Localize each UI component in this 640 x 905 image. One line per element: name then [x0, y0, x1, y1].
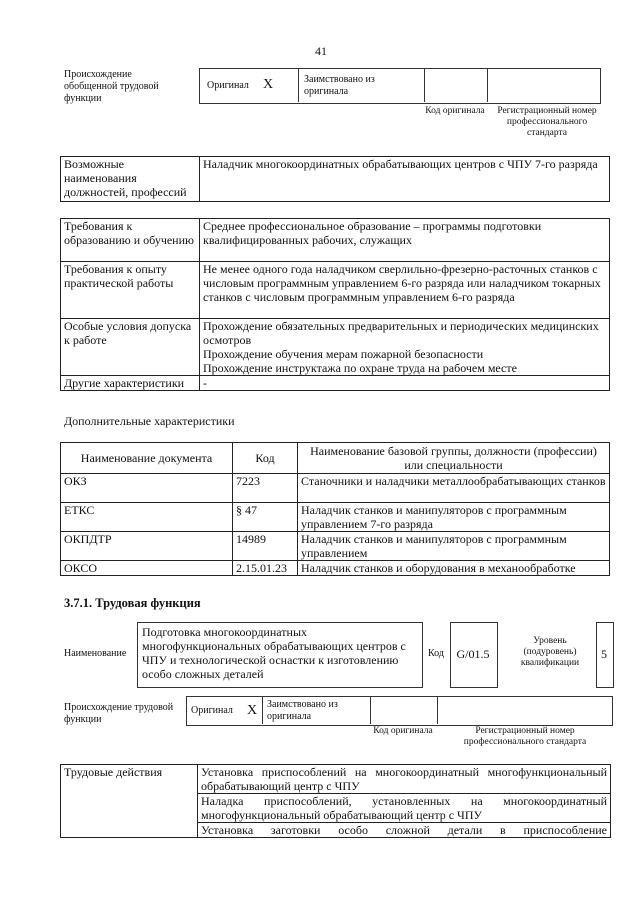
- cell-code: 14989: [233, 532, 298, 561]
- action-item: [198, 794, 611, 823]
- req-value: Не менее одного года наладчиком сверлильно-фрезерно-расточных станков с числовым программным управлением 6-го разряда или наладчиком токарных станков с числовым программным управлением 6-го разряда: [200, 262, 610, 319]
- req-line: Прохождение обучения мерам пожарной безопасности: [203, 347, 484, 361]
- table-row: [61, 532, 610, 561]
- table-row: [61, 474, 610, 503]
- original-label: Оригинал: [207, 80, 249, 91]
- table-row: [61, 503, 610, 532]
- action-text: Установка приспособлений на многокоординатный многофункциональный обрабатывающий центр с ЧПУ: [201, 765, 607, 793]
- req-value: Среднее профессиональное образование – программы подготовки квалифицированных рабочих, служащих: [200, 219, 610, 262]
- req-value: [200, 319, 610, 376]
- origin-label: Происхождение обобщенной трудовой функции: [64, 69, 159, 104]
- reg-number2-label: Регистрационный номер профессионального стандарта: [463, 726, 587, 747]
- original2-label: Оригинал: [191, 705, 233, 716]
- req-row: [61, 319, 610, 376]
- cell-name: Наладчик станков и оборудования в механообработке: [298, 561, 610, 576]
- function-name-label: Наименование: [64, 648, 127, 659]
- borrowed-label: Заимствовано из оригинала: [304, 74, 375, 97]
- action-text: Наладка приспособлений, установленных на многокоординатный многофункциональный обрабатывающий центр с ЧПУ: [201, 794, 607, 822]
- reg-number-label: Регистрационный номер профессионального стандарта: [497, 106, 597, 138]
- req-row: [61, 376, 610, 391]
- function-level-value: 5: [601, 647, 607, 661]
- requirements-table: [60, 218, 610, 391]
- cell-doc: ОКЗ: [61, 474, 233, 503]
- req-line: Прохождение обязательных предварительных и периодических медицинских осмотров: [203, 319, 599, 347]
- req-value: -: [200, 376, 610, 391]
- action-item: [198, 823, 611, 838]
- cell-name: Наладчик станков и манипуляторов с программным управлением 7-го разряда: [298, 503, 610, 532]
- actions-label: Трудовые действия: [61, 765, 198, 838]
- code-original-label: Код оригинала: [425, 106, 485, 116]
- table-row: [61, 561, 610, 576]
- positions-table: [60, 156, 610, 202]
- req-row: [61, 219, 610, 262]
- actions-table: [60, 764, 611, 838]
- header-doc: Наименование документа: [61, 443, 233, 474]
- cell-doc: ЕТКС: [61, 503, 233, 532]
- cell-code: 7223: [233, 474, 298, 503]
- action-item: [198, 765, 611, 794]
- cell-name: Станочники и наладчики металлообрабатывающих станков: [298, 474, 610, 503]
- req-label: Требования к опыту практической работы: [61, 262, 200, 319]
- positions-label: Возможные наименования должностей, профессий: [61, 157, 200, 202]
- page-number: 41: [315, 44, 327, 58]
- cell-doc: ОКПДТР: [61, 532, 233, 561]
- positions-value: Наладчик многокоординатных обрабатывающих центров с ЧПУ 7-го разряда: [200, 157, 610, 202]
- cell-name: Наладчик станков и манипуляторов с программным управлением: [298, 532, 610, 561]
- req-label: Требования к образованию и обучению: [61, 219, 200, 262]
- header-name: Наименование базовой группы, должности (профессии) или специальности: [298, 443, 610, 474]
- section-title: 3.7.1. Трудовая функция: [64, 596, 201, 610]
- borrowed2-label: Заимствовано из оригинала: [267, 699, 338, 722]
- origin2-label: Происхождение трудовой функции: [64, 702, 174, 725]
- function-level-label: Уровень (подуровень) квалификации: [520, 636, 580, 668]
- cell-doc: ОКСО: [61, 561, 233, 576]
- req-label: Другие характеристики: [61, 376, 200, 391]
- action-row: [61, 765, 611, 794]
- function-name-value: Подготовка многокоординатных многофункциональных обрабатывающих центров с ЧПУ и технологической оснастки к изготовлению особо сложных деталей: [142, 625, 406, 681]
- req-row: [61, 262, 610, 319]
- original2-mark: X: [247, 703, 258, 718]
- cell-code: § 47: [233, 503, 298, 532]
- function-code-label: Код: [428, 648, 444, 659]
- req-label: Особые условия допуска к работе: [61, 319, 200, 376]
- req-line: Прохождение инструктажа по охране труда на рабочем месте: [203, 361, 517, 375]
- code-original2-label: Код оригинала: [373, 726, 433, 736]
- additional-title: Дополнительные характеристики: [64, 414, 235, 428]
- table-header: [61, 443, 610, 474]
- function-code-value: G/01.5: [456, 647, 490, 661]
- header-code: Код: [233, 443, 298, 474]
- original-mark: X: [263, 77, 274, 92]
- action-text: Установка заготовки особо сложной детали в приспособление: [201, 823, 607, 837]
- additional-table: [60, 442, 610, 576]
- cell-code: 2.15.01.23: [233, 561, 298, 576]
